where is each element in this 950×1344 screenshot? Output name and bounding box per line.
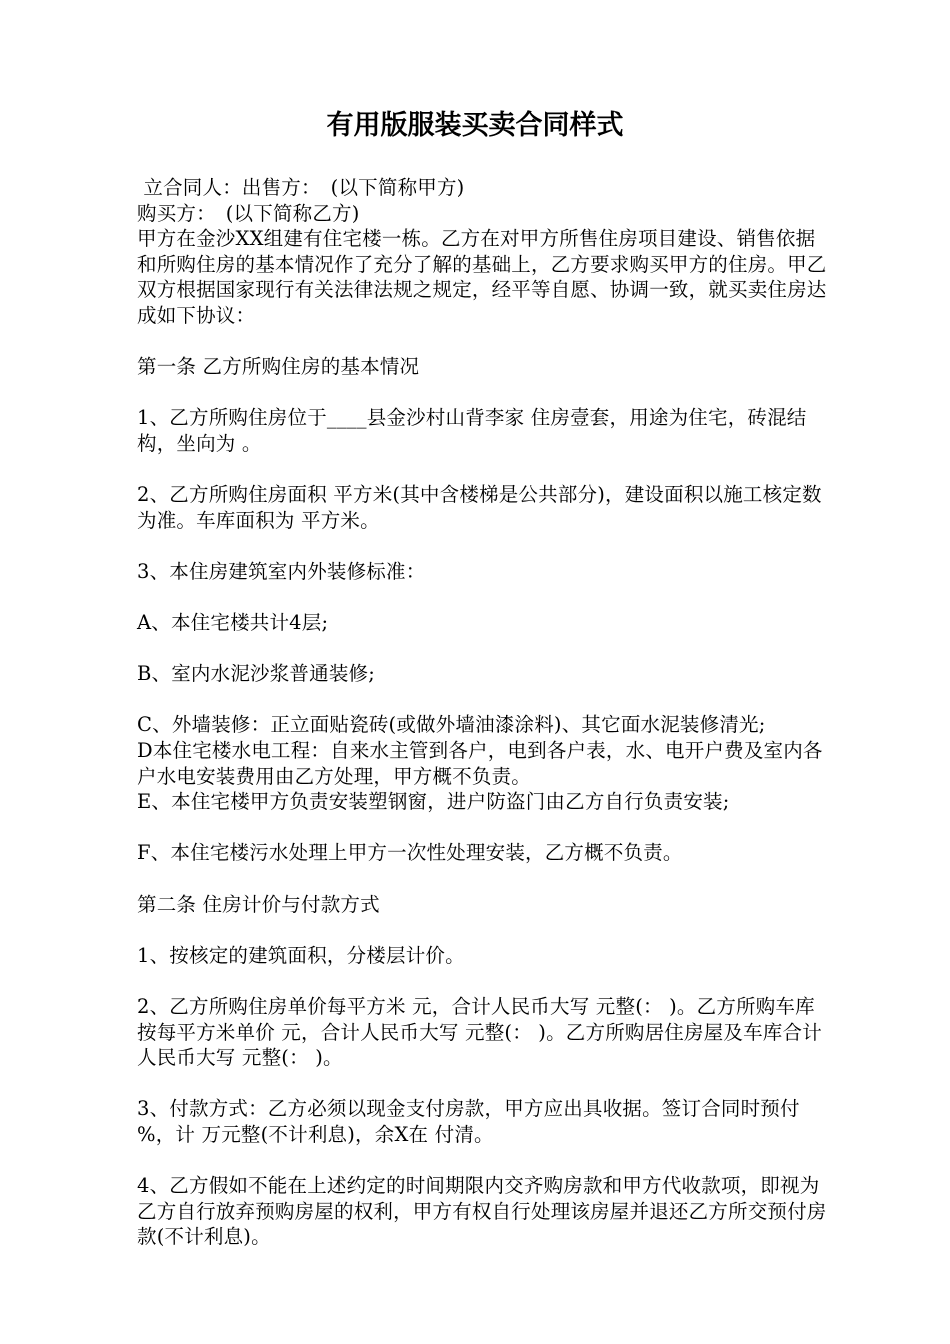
preamble-paragraph: 甲方在金沙XX组建有住宅楼一栋。乙方在对甲方所售住房项目建设、销售依据和所购住房的基本情况作了充分了解的基础上，乙方要求购买甲方的住房。甲乙双方根据国家现行有关法律法规之规定，经平等自愿、协调一致，就买卖住房达成如下协议： [137, 227, 827, 327]
paragraph-spacer [137, 1071, 832, 1097]
paragraph-spacer [137, 533, 832, 559]
article-2-heading: 第二条 住房计价与付款方式 [137, 892, 380, 916]
item-a: A、本住宅楼共计4层; [137, 611, 329, 635]
paragraph-spacer [137, 687, 832, 713]
article-1-heading: 第一条 乙方所购住房的基本情况 [137, 355, 420, 379]
clause-1-2: 2、乙方所购住房面积 平方米(其中含楼梯是公共部分)，建设面积以施工核定数为准。车库面积为 平方米。 [137, 483, 822, 532]
item-b: B、室内水泥沙浆普通装修; [137, 662, 375, 686]
paragraph-spacer [137, 636, 832, 662]
clause-1-3: 3、本住房建筑室内外装修标准： [137, 559, 426, 583]
item-e: E、本住宅楼甲方负责安装塑钢窗，进户防盗门由乙方自行负责安装; [137, 790, 730, 814]
paragraph-spacer [137, 917, 832, 943]
clause-2-3: 3、付款方式：乙方必须以现金支付房款，甲方应出具收据。签订合同时预付 %，计 万元整(不计利息)，余X在 付清。 [137, 1097, 807, 1146]
paragraph-spacer [137, 1148, 832, 1174]
paragraph-spacer [137, 329, 832, 355]
document-body [137, 175, 832, 1250]
paragraph-spacer [137, 866, 832, 892]
paragraph-spacer [137, 380, 832, 406]
clause-2-1: 1、按核定的建筑面积，分楼层计价。 [137, 943, 465, 967]
clause-1-1: 1、乙方所购住房位于____县金沙村山背李家 住房壹套，用途为住宅，砖混结构，坐向为 。 [137, 406, 807, 455]
clause-2-4: 4、乙方假如不能在上述约定的时间期限内交齐购房款和甲方代收款项，即视为乙方自行放弃预购房屋的权利，甲方有权自行处理该房屋并退还乙方所交预付房款(不计利息)。 [137, 1174, 827, 1249]
item-c: C、外墙装修：正立面贴瓷砖(或做外墙油漆涂料)、其它面水泥装修清光; [137, 713, 766, 737]
paragraph-spacer [137, 815, 832, 841]
paragraph-spacer [137, 968, 832, 994]
document-title: 有用版服装买卖合同样式 [326, 110, 624, 141]
item-f: F、本住宅楼污水处理上甲方一次性处理安装，乙方概不负责。 [137, 841, 683, 865]
buyer-line: 购买方： (以下简称乙方) [137, 201, 360, 225]
clause-2-2: 2、乙方所购住房单价每平方米 元，合计人民币大写 元整(： )。乙方所购车库按每平方米单价 元，合计人民币大写 元整(： )。乙方所购居住房屋及车库合计人民币大写 元整(： )。 [137, 995, 822, 1070]
item-d: D本住宅楼水电工程：自来水主管到各户，电到各户表，水、电开户费及室内各户水电安装费用由乙方处理，甲方概不负责。 [137, 739, 823, 788]
paragraph-spacer [137, 585, 832, 611]
paragraph-spacer [137, 457, 832, 483]
party-line: 立合同人：出售方： (以下简称甲方) [137, 176, 465, 199]
